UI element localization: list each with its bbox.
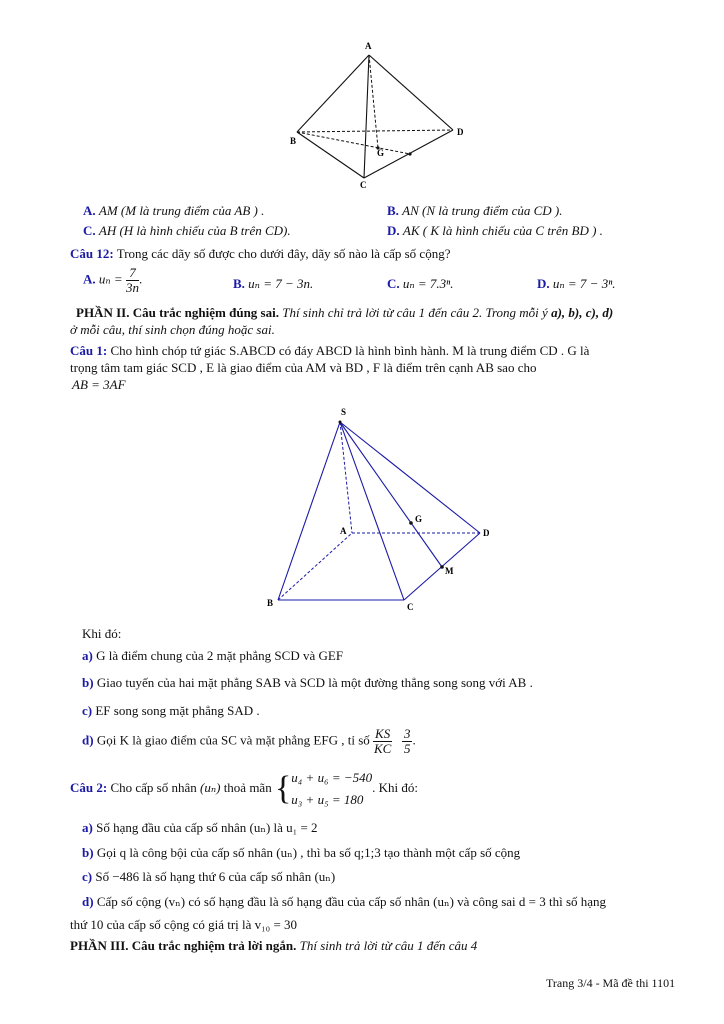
label-A: A [365,41,372,51]
q12-stem: Câu 12: Trong các dãy số được cho dưới đây, dãy số nào là cấp số cộng? [70,246,451,261]
q2-stem: Câu 2: Cho cấp số nhân (uₙ) thoả mãn { u₄ + u₆ = −540 u₃ + u₅ = 180 . Khi đó: [70,770,419,807]
tetrahedron-figure [280,38,480,193]
pyramid-figure [260,402,500,617]
label-D: D [457,127,464,137]
q12-option-c: C. uₙ = 7.3ⁿ. [387,276,454,291]
label-B: B [267,598,274,608]
q1-statement-c: c) EF song song mặt phẳng SAD . [82,703,260,718]
q12-option-d: D. uₙ = 7 − 3ⁿ. [537,276,616,291]
q1-intro: Khi đó: [82,626,122,641]
part2-instruction: ở mỗi câu, thí sinh chọn đúng hoặc sai. [70,322,275,337]
part3-title: PHẦN III. Câu trắc nghiệm trả lời ngắn. Thí sinh trả lời từ câu 1 đến câu 4 [70,938,478,953]
q2-statement-b: b) Gọi q là công bội của cấp số nhân (uₙ) , thì ba số q;1;3 tạo thành một cấp số cộng [82,845,521,860]
label-B: B [290,136,297,146]
q1-stem-line3: AB = 3AF [72,377,126,392]
q1-statement-a: a) G là điểm chung của 2 mặt phẳng SCD và GEF [82,648,344,663]
label-G: G [377,148,385,158]
q2-statement-d-cont: thứ 10 của cấp số cộng có giá trị là v₁₀ = 30 [70,917,298,932]
label-A: A [340,526,347,536]
q1-stem-line1: Câu 1: Cho hình chóp tứ giác S.ABCD có đáy ABCD là hình bình hành. M là trung điểm CD . G là [70,343,590,358]
label-C: C [407,602,414,612]
q12-option-b: B. uₙ = 7 − 3n. [233,276,314,291]
label-C: C [360,180,367,190]
label-G: G [415,514,423,524]
q11-option-a: A. AM (M là trung điểm của AB ) . [83,203,265,218]
q2-statement-a: a) Số hạng đầu của cấp số nhân (uₙ) là u₁ = 2 [82,820,318,835]
q12-option-a: A. uₙ = $\frac{7}{3n}$ . [83,265,143,295]
q11-option-d: D. AK ( K là hình chiếu của C trên BD ) . [387,223,603,238]
q2-statement-d: d) Cấp số cộng (vₙ) có số hạng đầu là số hạng đầu của cấp số nhân (uₙ) và công sai d = 3 thì số hạng [82,894,607,909]
q11-option-b: B. AN (N là trung điểm của CD ). [387,203,563,218]
label-M: M [445,566,454,576]
page-footer: Trang 3/4 - Mã đề thi 1101 [546,976,676,990]
q11-option-c: C. AH (H là hình chiếu của B trên CD). [83,223,291,238]
label-D: D [483,528,490,538]
label-S: S [341,407,347,417]
part2-title: PHẦN II. Câu trắc nghiệm đúng sai. Thí sinh chỉ trả lời từ câu 1 đến câu 2. Trong mỗi ý a), b), c), d) [76,305,614,320]
q2-statement-c: c) Số −486 là số hạng thứ 6 của cấp số nhân (uₙ) [82,869,336,884]
q1-statement-b: b) Giao tuyến của hai mặt phẳng SAB và SCD là một đường thẳng song song với AB . [82,675,533,690]
q1-stem-line2: trọng tâm tam giác SCD , E là giao điểm của AM và BD , F là điểm trên cạnh AB sao cho [70,360,537,375]
q1-statement-d: d) Gọi K là giao điểm của SC và mặt phẳng EFG , tỉ số $\frac{KS}{KC}$ $\frac{3}{5}$ . [82,726,416,756]
